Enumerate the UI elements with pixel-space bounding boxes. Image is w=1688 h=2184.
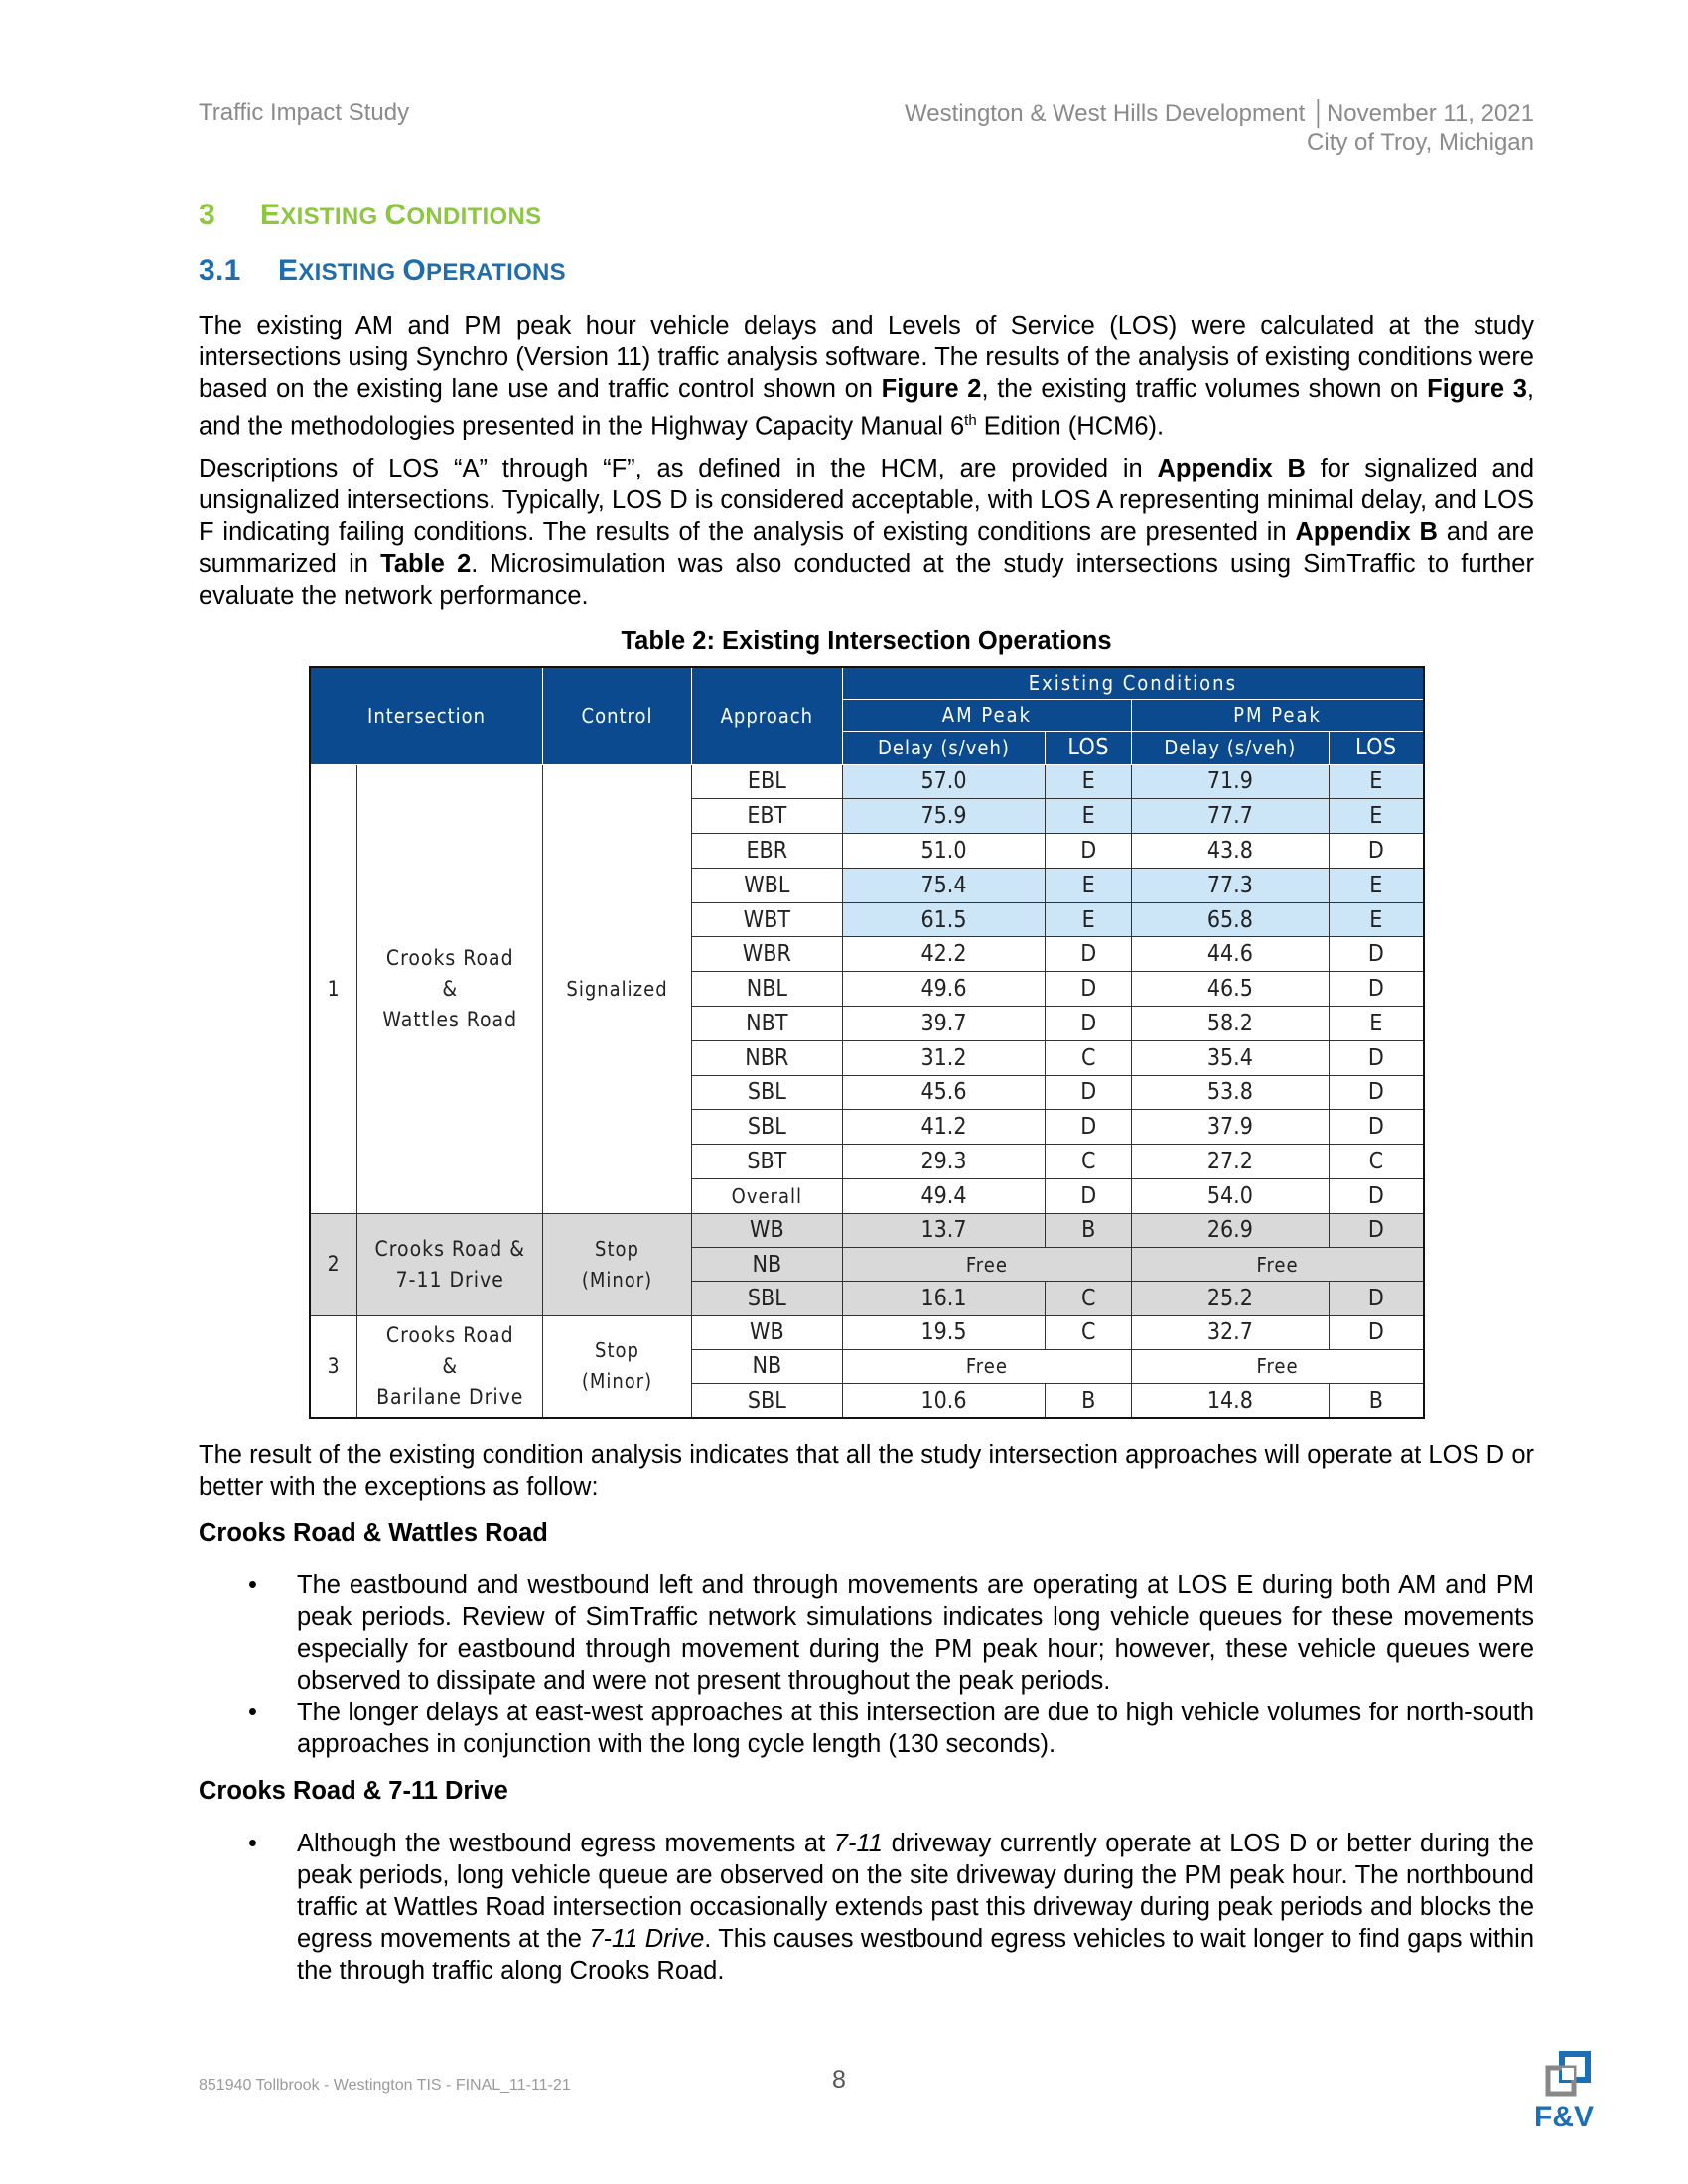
section-number: 3.1 (199, 254, 241, 287)
am-los: D (1046, 972, 1132, 1007)
am-los: D (1046, 834, 1132, 869)
intersection-number: 3 (310, 1315, 357, 1418)
pm-los: C (1329, 1145, 1424, 1179)
heading-rest: XISTING (298, 259, 403, 286)
control-line: (Minor) (581, 1267, 653, 1292)
control-line: (Minor) (581, 1369, 653, 1394)
control-type (543, 1315, 692, 1418)
header-am-delay: Delay (s/veh) (842, 731, 1046, 764)
bullet-icon: • (248, 1571, 257, 1599)
am-delay: 57.0 (842, 764, 1046, 799)
table-row (310, 1213, 1424, 1247)
bullet-text: The longer delays at east-west approaches at this intersection are due to high vehicle volumes for north-south approaches in conjunction with the long cycle length (130 seconds). (297, 1699, 1534, 1758)
am-delay: 16.1 (842, 1282, 1046, 1315)
approach: Overall (691, 1178, 842, 1213)
page-number: 8 (832, 2066, 846, 2094)
pm-los: E (1329, 868, 1424, 902)
bullet-text-italic: 7-11 (833, 1830, 883, 1857)
approach: SBT (691, 1145, 842, 1179)
am-delay: 45.6 (842, 1075, 1046, 1110)
heading-cap: E (278, 254, 299, 287)
am-los: C (1046, 1315, 1132, 1349)
bullet-list-crooks-wattles (199, 1570, 1534, 1760)
header-am-peak: AM Peak (842, 699, 1131, 731)
appendix-ref: Appendix B (1295, 518, 1438, 546)
approach: EBT (691, 799, 842, 834)
figure-ref: Figure 3 (1427, 375, 1527, 403)
pm-delay: 71.9 (1132, 764, 1330, 799)
am-los: D (1046, 937, 1132, 972)
pm-los: D (1329, 972, 1424, 1007)
bullet-icon: • (248, 1699, 257, 1726)
am-los: C (1046, 1145, 1132, 1179)
intersection-name-line: Wattles Road (382, 1007, 518, 1031)
am-delay: 75.9 (842, 799, 1046, 834)
am-delay: 10.6 (842, 1384, 1046, 1418)
header-pm-peak: PM Peak (1132, 699, 1424, 731)
pm-delay: 54.0 (1132, 1178, 1330, 1213)
intersection-number: 2 (310, 1213, 357, 1315)
intersection-number: 1 (310, 764, 357, 1213)
am-delay: 51.0 (842, 834, 1046, 869)
text: , and the methodologies presented in the Highway Capacity Manual 6 (199, 375, 1535, 441)
intersection-name-line: Crooks Road (385, 1322, 514, 1347)
header-control: Control (543, 667, 692, 764)
intersection-name (357, 1213, 543, 1315)
control-type (543, 1213, 692, 1315)
intersection-name (357, 1315, 543, 1418)
approach: SBL (691, 1110, 842, 1145)
pm-delay: 58.2 (1132, 1006, 1330, 1040)
pm-los: D (1329, 1315, 1424, 1349)
header-project-date: Westington & West Hills Development │November 11, 2021 (905, 100, 1534, 127)
table-row (310, 1315, 1424, 1349)
pm-delay: 77.3 (1132, 868, 1330, 902)
pm-delay: 27.2 (1132, 1145, 1330, 1179)
pm-delay: 14.8 (1132, 1384, 1330, 1418)
am-los: D (1046, 1178, 1132, 1213)
am-los: E (1046, 799, 1132, 834)
approach: NBR (691, 1040, 842, 1075)
approach: WB (691, 1213, 842, 1247)
approach: WBR (691, 937, 842, 972)
pm-delay: 44.6 (1132, 937, 1330, 972)
pm-delay: 32.7 (1132, 1315, 1330, 1349)
approach: SBL (691, 1282, 842, 1315)
heading-cap: C (384, 199, 407, 231)
pm-los: D (1329, 1110, 1424, 1145)
bullet-text: Although the westbound egress movements at (297, 1830, 834, 1857)
text: Descriptions of LOS “A” through “F”, as defined in the HCM, are provided in (199, 455, 1158, 482)
heading-rest: XISTING (280, 204, 385, 230)
section-number: 3 (199, 199, 215, 231)
pm-los: D (1329, 1040, 1424, 1075)
approach: NB (691, 1247, 842, 1281)
pm-los: D (1329, 1178, 1424, 1213)
pm-los: D (1329, 1282, 1424, 1315)
pm-los: D (1329, 1075, 1424, 1110)
pm-delay: 37.9 (1132, 1110, 1330, 1145)
bullet-text: . This causes westbound egress vehicles to wait longer to find gaps within the through traffic along Crooks Road. (297, 1925, 1535, 1984)
text: for signalized and unsignalized intersections. Typically, LOS D is considered acceptable, with LOS A representing minimal delay, and LOS F indicating failing conditions. The results of the analysis of existing conditions are presented in (199, 455, 1535, 546)
pm-delay: 35.4 (1132, 1040, 1330, 1075)
paragraph-los-description (199, 453, 1534, 612)
header-pm-los: LOS (1329, 731, 1424, 764)
heading-rest: PERATIONS (426, 259, 566, 286)
am-delay: 61.5 (842, 902, 1046, 937)
intersection-name-line: & (442, 1353, 459, 1378)
pm-delay: 43.8 (1132, 834, 1330, 869)
intersection-name-line: Barilane Drive (376, 1384, 524, 1409)
header-doc-title: Traffic Impact Study (199, 99, 410, 126)
pm-los: D (1329, 1213, 1424, 1247)
pm-delay: 53.8 (1132, 1075, 1330, 1110)
am-los: D (1046, 1075, 1132, 1110)
am-delay: 75.4 (842, 868, 1046, 902)
pm-delay: 65.8 (1132, 902, 1330, 937)
am-free: Free (842, 1247, 1131, 1281)
pm-los: E (1329, 1006, 1424, 1040)
heading-cap: E (260, 199, 281, 231)
am-free: Free (842, 1349, 1131, 1383)
list-item (199, 1697, 1534, 1760)
approach: NBL (691, 972, 842, 1007)
control-line: Stop (595, 1236, 639, 1261)
list-item (199, 1570, 1534, 1697)
am-delay: 49.4 (842, 1178, 1046, 1213)
approach: WBT (691, 902, 842, 937)
list-item (199, 1828, 1534, 1986)
pm-free: Free (1132, 1349, 1424, 1383)
fv-logo-icon (1532, 2051, 1621, 2130)
figure-ref: Figure 2 (881, 375, 982, 403)
heading-rest: ONDITIONS (406, 204, 542, 230)
pm-los: E (1329, 799, 1424, 834)
paragraph-methodology (199, 310, 1534, 443)
subheading-crooks-711: Crooks Road & 7-11 Drive (199, 1777, 508, 1805)
pm-los: D (1329, 834, 1424, 869)
approach: SBL (691, 1075, 842, 1110)
am-los: E (1046, 764, 1132, 799)
pm-los: E (1329, 902, 1424, 937)
table-row (310, 764, 1424, 799)
am-los: E (1046, 868, 1132, 902)
intersection-name (357, 764, 543, 1213)
paragraph-results: The result of the existing condition analysis indicates that all the study intersection approaches will operate at LOS D or better with the exceptions as follow: (199, 1441, 1534, 1501)
section-3-1-heading (199, 254, 566, 288)
text: . Microsimulation was also conducted at the study intersections using SimTraffic to further evaluate the network performance. (199, 550, 1534, 610)
pm-delay: 46.5 (1132, 972, 1330, 1007)
am-los: D (1046, 1110, 1132, 1145)
approach: NBT (691, 1006, 842, 1040)
header-project-info (905, 99, 1534, 157)
footer-file-reference: 851940 Tollbrook - Westington TIS - FINAL_11-11-21 (199, 2077, 571, 2094)
approach: WBL (691, 868, 842, 902)
bullet-text: driveway currently operate at LOS D or better during the peak periods, long vehicle queue are observed on the site driveway during the PM peak hour. The northbound traffic at Wattles Road intersection occasionally extends past this driveway during peak periods and blocks the egress movements at the (297, 1830, 1534, 1953)
am-los: B (1046, 1384, 1132, 1418)
subheading-crooks-wattles: Crooks Road & Wattles Road (199, 1519, 548, 1547)
text: The existing AM and PM peak hour vehicle delays and Levels of Service (LOS) were calculated at the study intersections using Synchro (Version 11) traffic analysis software. The results of the analysis of existing conditions were based on the existing lane use and traffic control shown on (199, 312, 1534, 403)
am-los: E (1046, 902, 1132, 937)
pm-delay: 77.7 (1132, 799, 1330, 834)
control-line: Stop (595, 1338, 639, 1363)
am-delay: 19.5 (842, 1315, 1046, 1349)
operations-table (309, 666, 1425, 1419)
text: Edition (HCM6). (976, 412, 1165, 441)
am-delay: 42.2 (842, 937, 1046, 972)
header-approach: Approach (691, 667, 842, 764)
am-delay: 31.2 (842, 1040, 1046, 1075)
table-ref: Table 2 (380, 550, 472, 578)
approach: WB (691, 1315, 842, 1349)
header-location: City of Troy, Michigan (1307, 129, 1534, 156)
am-los: C (1046, 1040, 1132, 1075)
pm-free: Free (1132, 1247, 1424, 1281)
am-los: B (1046, 1213, 1132, 1247)
bullet-text-italic: 7-11 Drive (589, 1925, 705, 1953)
header-existing-conditions: Existing Conditions (842, 667, 1424, 699)
pm-los: D (1329, 937, 1424, 972)
superscript: th (964, 412, 977, 429)
header-intersection: Intersection (310, 667, 543, 764)
header-pm-delay: Delay (s/veh) (1132, 731, 1330, 764)
intersection-name-line: & (442, 976, 459, 1001)
am-delay: 29.3 (842, 1145, 1046, 1179)
am-delay: 49.6 (842, 972, 1046, 1007)
approach: EBL (691, 764, 842, 799)
am-los: C (1046, 1282, 1132, 1315)
appendix-ref: Appendix B (1157, 455, 1306, 482)
am-los: D (1046, 1006, 1132, 1040)
pm-delay: 25.2 (1132, 1282, 1330, 1315)
bullet-icon: • (248, 1830, 257, 1857)
control-type: Signalized (543, 764, 692, 1213)
heading-cap: O (402, 254, 427, 287)
am-delay: 39.7 (842, 1006, 1046, 1040)
intersection-name-line: Crooks Road (385, 945, 514, 970)
table-caption: Table 2: Existing Intersection Operations (621, 627, 1112, 655)
text: , the existing traffic volumes shown on (981, 375, 1428, 403)
pm-delay: 26.9 (1132, 1213, 1330, 1247)
bullet-list-crooks-711 (199, 1828, 1534, 1986)
am-delay: 13.7 (842, 1213, 1046, 1247)
approach: NB (691, 1349, 842, 1383)
logo-text: F&V (1534, 2101, 1594, 2130)
section-3-heading (199, 199, 541, 232)
approach: SBL (691, 1384, 842, 1418)
pm-los: E (1329, 764, 1424, 799)
bullet-text: The eastbound and westbound left and through movements are operating at LOS E during both AM and PM peak periods. Review of SimTraffic network simulations indicates long vehicle queues for these movements especially for eastbound through movement during the PM peak hour; however, these vehicle queues were observed to dissipate and were not present throughout the peak periods. (297, 1571, 1534, 1695)
text: and are summarized in (199, 518, 1534, 578)
approach: EBR (691, 834, 842, 869)
pm-los: B (1329, 1384, 1424, 1418)
am-delay: 41.2 (842, 1110, 1046, 1145)
header-am-los: LOS (1046, 731, 1132, 764)
intersection-name-line: 7-11 Drive (395, 1267, 504, 1292)
intersection-name-line: Crooks Road & (374, 1236, 525, 1261)
